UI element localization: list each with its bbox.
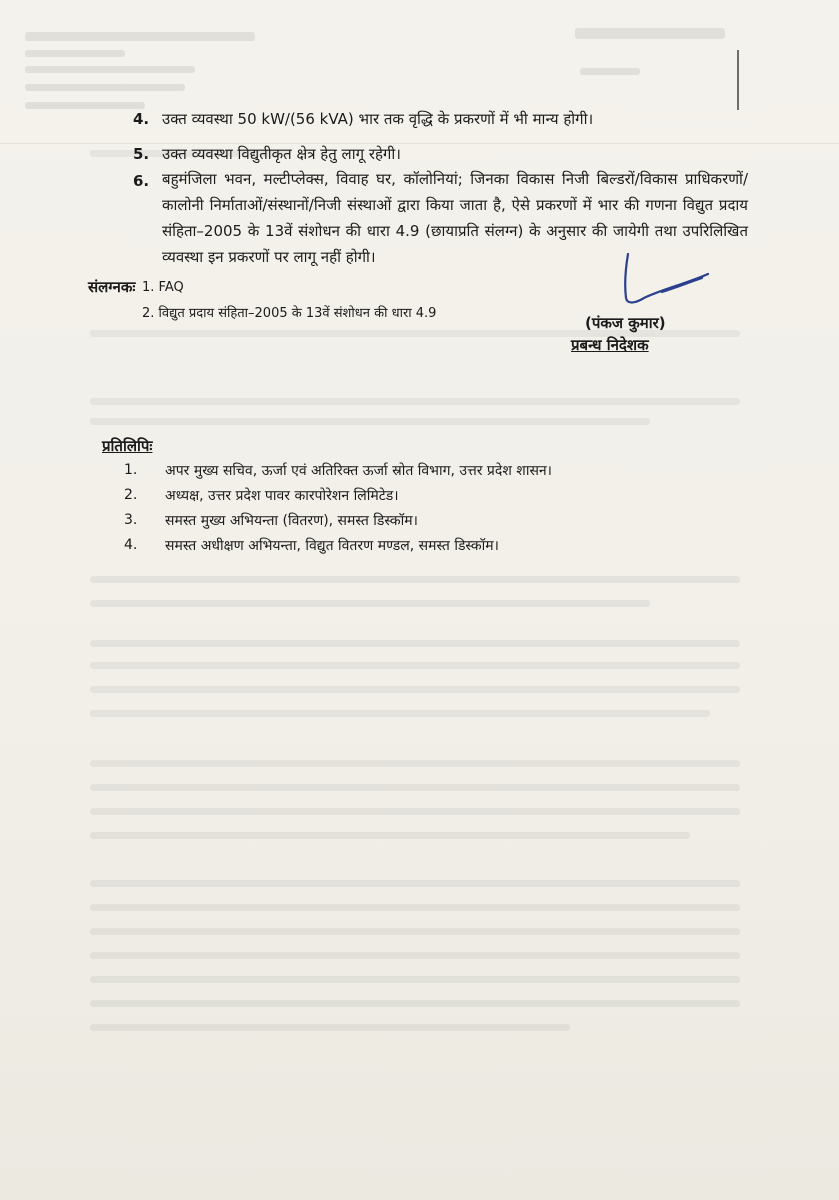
- show-through-text: [90, 576, 740, 583]
- show-through-text: [25, 84, 185, 91]
- show-through-text: [25, 66, 195, 73]
- show-through-text: [90, 418, 650, 425]
- point-text: बहुमंजिला भवन, मल्टीप्लेक्स, विवाह घर, कॉलोनियां; जिनका विकास निजी बिल्डरों/विकास प्राधिकरणों/ कालोनी निर्माताओं/संस्थानों/निजी संस्थाओं द्वारा किया जाता है, ऐसे प्रकरणों में भार की गणना विद्युत प्रदाय संहिता–2005 के 13वें संशोधन की धारा 4.9 (छायाप्रति संलग्न) के अनुसार की जायेगी तथा उपरिलिखित व्यवस्था इन प्रकरणों पर लागू नहीं होगी।: [162, 170, 748, 266]
- show-through-text: [90, 880, 740, 887]
- show-through-text: [90, 398, 740, 405]
- enclosure-item: 2. विद्युत प्रदाय संहिता–2005 के 13वें संशोधन की धारा 4.9: [142, 306, 437, 321]
- show-through-text: [90, 952, 740, 959]
- enclosures-label: संलग्नकः: [88, 278, 136, 296]
- show-through-text: [90, 662, 740, 669]
- point-text: उक्त व्यवस्था विद्युतीकृत क्षेत्र हेतु लागू रहेगी।: [162, 145, 401, 163]
- signatory-name: (पंकज कुमार): [585, 314, 666, 332]
- copy-to-number: 4.: [124, 537, 138, 553]
- show-through-text: [25, 32, 255, 41]
- point-number: 5.: [133, 145, 150, 163]
- show-through-text: [575, 28, 725, 39]
- show-through-text: [25, 102, 145, 109]
- show-through-text: [90, 976, 740, 983]
- copy-to-number: 2.: [124, 487, 138, 503]
- copy-to-item: समस्त मुख्य अभियन्ता (वितरण), समस्त डिस्कॉम।: [165, 513, 418, 529]
- copy-to-item: अध्यक्ष, उत्तर प्रदेश पावर कारपोरेशन लिमिटेड।: [165, 488, 399, 504]
- point-number: 6.: [133, 172, 150, 190]
- show-through-text: [90, 600, 650, 607]
- show-through-text: [90, 832, 690, 839]
- copy-to-heading: प्रतिलिपिः: [102, 437, 153, 455]
- show-through-text: [90, 784, 740, 791]
- signatory-title: प्रबन्ध निदेशक: [571, 336, 649, 354]
- copy-to-number: 3.: [124, 512, 138, 528]
- show-through-text: [90, 1000, 740, 1007]
- margin-mark: [737, 50, 739, 110]
- show-through-text: [90, 928, 740, 935]
- show-through-text: [90, 640, 740, 647]
- show-through-text: [90, 760, 740, 767]
- copy-to-number: 1.: [124, 462, 138, 478]
- show-through-text: [90, 710, 710, 717]
- copy-to-item: अपर मुख्य सचिव, ऊर्जा एवं अतिरिक्त ऊर्जा स्रोत विभाग, उत्तर प्रदेश शासन।: [165, 463, 552, 479]
- show-through-text: [580, 68, 640, 75]
- enclosure-item: 1. FAQ: [142, 280, 184, 295]
- show-through-text: [90, 686, 740, 693]
- show-through-text: [25, 50, 125, 57]
- point-number: 4.: [133, 110, 150, 128]
- show-through-text: [90, 808, 740, 815]
- copy-to-item: समस्त अधीक्षण अभियन्ता, विद्युत वितरण मण्डल, समस्त डिस्कॉम।: [165, 538, 499, 554]
- signature-mark: [590, 252, 730, 312]
- show-through-text: [90, 904, 740, 911]
- point-text: उक्त व्यवस्था 50 kW/(56 kVA) भार तक वृद्धि के प्रकरणों में भी मान्य होगी।: [162, 110, 594, 128]
- show-through-text: [90, 1024, 570, 1031]
